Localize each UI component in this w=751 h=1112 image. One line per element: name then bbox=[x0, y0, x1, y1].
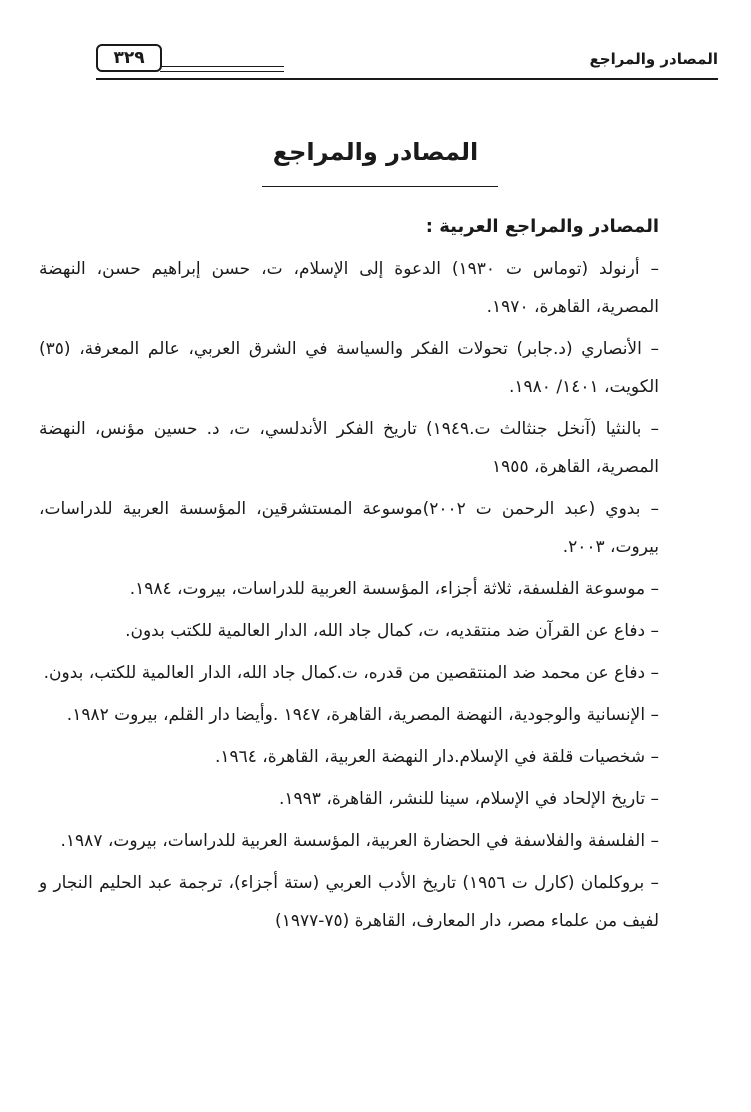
bibliography-entry: – موسوعة الفلسفة، ثلاثة أجزاء، المؤسسة العربية للدراسات، بيروت، ١٩٨٤. bbox=[129, 579, 659, 599]
bibliography-entry: – الأنصاري (د.جابر) تحولات الفكر والسياسة في الشرق العربي، عالم المعرفة، (٣٥) الكويت، ١٤٠١/ ١٩٨٠. bbox=[39, 339, 659, 397]
bibliography-entry: – الفلسفة والفلاسفة في الحضارة العربية، المؤسسة العربية للدراسات، بيروت، ١٩٨٧. bbox=[60, 831, 659, 851]
page-number: ٣٢٩ bbox=[96, 44, 162, 72]
bibliography-entry: – بالنثيا (آنخل جنثالث ت.١٩٤٩) تاريخ الفكر الأندلسي، ت، د. حسين مؤنس، النهضة المصرية، القاهرة، ١٩٥٥ bbox=[39, 419, 659, 477]
bibliography-entry: – أرنولد (توماس ت ١٩٣٠) الدعوة إلى الإسلام، ت، حسن إبراهيم حسن، النهضة المصرية، القاهرة، ١٩٧٠. bbox=[39, 259, 659, 317]
bibliography-entry: – بدوي (عبد الرحمن ت ٢٠٠٢)موسوعة المستشرقين، المؤسسة العربية للدراسات، بيروت، ٢٠٠٣. bbox=[39, 499, 659, 557]
bibliography-entry: – دفاع عن القرآن ضد منتقديه، ت، كمال جاد الله، الدار العالمية للكتب بدون. bbox=[125, 621, 659, 641]
bibliography-entry: – الإنسانية والوجودية، النهضة المصرية، القاهرة، ١٩٤٧ .وأيضا دار القلم، بيروت ١٩٨٢. bbox=[66, 705, 659, 725]
running-title: المصادر والمراجع bbox=[589, 50, 718, 68]
header-divider bbox=[96, 78, 718, 80]
bibliography-list bbox=[39, 250, 659, 944]
page-header bbox=[96, 44, 718, 76]
header-rule bbox=[160, 66, 284, 67]
bibliography-entry: – شخصيات قلقة في الإسلام.دار النهضة العربية، القاهرة، ١٩٦٤. bbox=[214, 747, 659, 767]
bibliography-entry: – تاريخ الإلحاد في الإسلام، سينا للنشر، القاهرة، ١٩٩٣. bbox=[278, 789, 659, 809]
bibliography-entry: – دفاع عن محمد ضد المنتقصين من قدره، ت.كمال جاد الله، الدار العالمية للكتب، بدون. bbox=[43, 663, 659, 683]
section-heading: المصادر والمراجع العربية : bbox=[425, 216, 659, 237]
title-underline bbox=[262, 186, 498, 187]
page-title: المصادر والمراجع bbox=[272, 138, 479, 166]
header-rule bbox=[160, 71, 284, 72]
bibliography-entry: – بروكلمان (كارل ت ١٩٥٦) تاريخ الأدب العربي (ستة أجزاء)، ترجمة عبد الحليم النجار و لفيف من علماء مصر، دار المعارف، القاهرة (٧٥-١٩٧٧) bbox=[39, 873, 659, 931]
